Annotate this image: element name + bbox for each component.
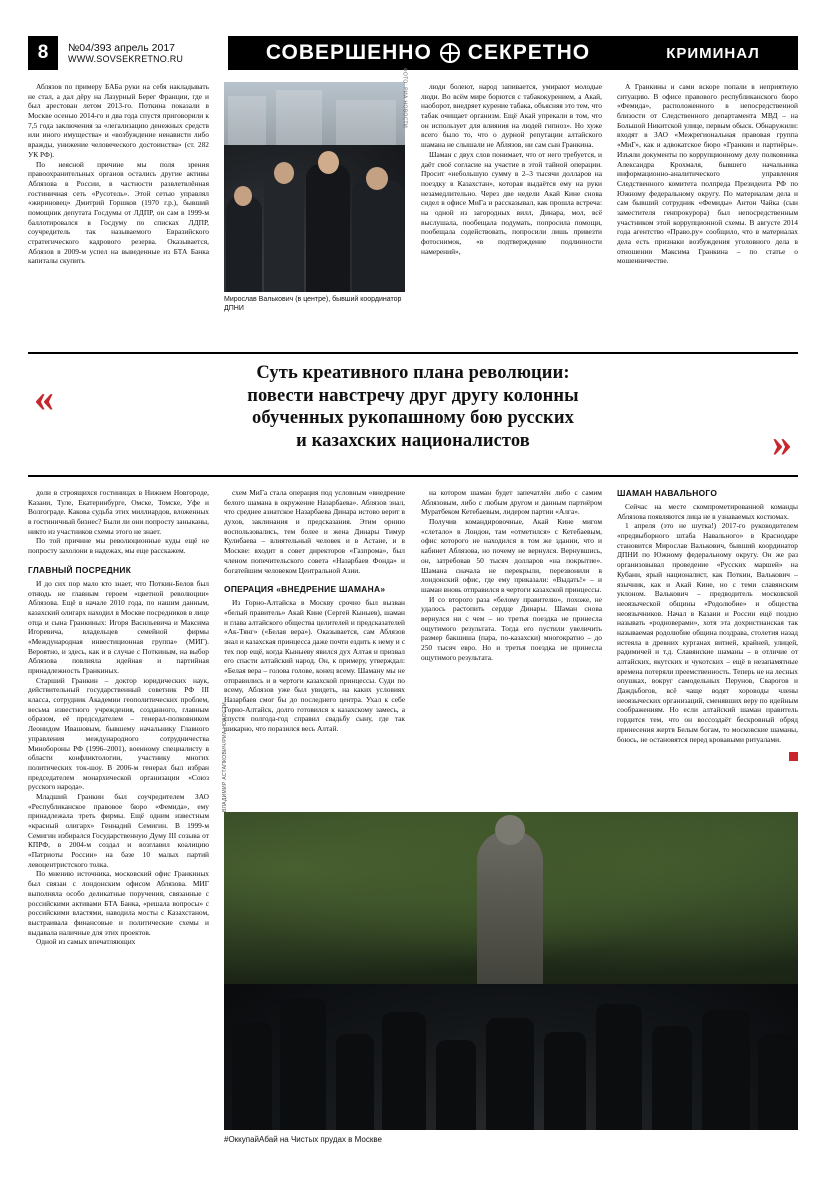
paragraph: Шаман с двух слов понимает, что от него требуется, и даёт своё согласие на участие в этой тайной операции. Просит «небольшую сумму в 2–3 тысячи долларов на поездку в Казахстан», которая выдаётся ему на руки незамедлительно. Через две недели Акай Кине снова сидел в офисе МиГа и рассказывал, как прошла встреча: на одной из загородных вилл, Динара, мол, всё выслушала, пообещала подумать, попросила помощи, пообещала содействовать, попросили лишь привезти фотоснимок, «в подтверждение подлинности намерений», xyxy=(421,149,602,256)
paragraph: люди болеют, народ запивается, умирают молодые люди. Во всём мире борются с табакокурением, а Акай, наоборот, внедряет курение табака, объясняя это тем, что табак очищает организм. Ещё Акай упрекали в том, что он использует для влияния на людей гипноз». Но хуже всего было то, что о дурной репутации алтайского шамана не слышали не Аблязов, ни сам сын Гранкина. xyxy=(421,82,602,150)
subheading-operation-shaman: ОПЕРАЦИЯ «ВНЕДРЕНИЕ ШАМАНА» xyxy=(224,584,386,595)
issue-number: №04/393 апрель 2017 xyxy=(68,41,176,54)
photo-person xyxy=(652,1026,692,1130)
paragraph: Одной из самых впечатляющих xyxy=(36,937,136,947)
paragraph: на котором шаман будет запечатлён либо с самим Аблязовым, либо с любым другом и данным партнёром Муратбеком Кетебаевым, лидером партии «Алга». xyxy=(421,488,602,517)
photo-person xyxy=(352,180,404,292)
website-url[interactable]: WWW.SOVSEKRETNO.RU xyxy=(68,53,184,64)
top-article-zone xyxy=(28,67,798,350)
photo-person xyxy=(596,1004,642,1130)
photo-person xyxy=(264,174,304,292)
paragraph: Старший Гранкин – доктор юридических наук, действительный государственный советник РФ III класса, сотрудник Академии геополитических проблем, весьма известного учреждения, созданного, главным образом, её председателем – генерал-полковником Леонидом Ивашовым, бывшему начальнику Главного управления международного сотрудничества Минобороны РФ (1996–2001), военному специалисту в области конфликтологии, участнику многих политических ток-шоу. В 2006-м генерал был избран председателем монархической организации «Союз русского народа». xyxy=(28,675,209,792)
subheading-main-intermediary: ГЛАВНЫЙ ПОСРЕДНИК xyxy=(28,564,132,575)
paragraph: Из Горно-Алтайска в Москву срочно был вызван «белый правитель» Акай Кине (Сергей Кыныев), шаман и глава алтайского общества целителей и предсказателей «Ак-Тянг» («Белая вера»). Оказывается, сам Аблязов знал и казахская принцесса даже почти ездить к нему и с тех пор ещё, когда Кыныеву явился дух Алтая и призвал его спасти алтайский народ. Он, к примеру, утверждал: «Белая вера – голова голове, конец всему. Шаману мы не отправились и в чертоги казахской принцессы. Суди по всему, Аблязов уже был увидеть, на каких условиях Назарбаев смог бы до последнего центра. Ухал к себе Горно-Алтайск, долго готовился к казахскому замесь, а спустя полгода-год справил свадьбу сыну, где так шикарно, что поразился весь Алтай. xyxy=(224,598,405,734)
photo-person-head xyxy=(274,162,294,184)
headline-band xyxy=(28,352,798,477)
issue-info xyxy=(58,36,228,70)
photo-caption: Мирослав Валькович (в центре), бывший координатор ДПНИ xyxy=(224,296,402,312)
photo-person xyxy=(544,1032,586,1130)
photo-building xyxy=(336,100,396,148)
photo-person xyxy=(280,998,326,1130)
page-number: 8 xyxy=(28,36,58,70)
quote-close-mark: » xyxy=(772,420,792,465)
column-2-lower xyxy=(224,488,405,734)
photo-person xyxy=(226,196,262,292)
paragraph: Сейчас на месте скомпрометированной команды Аблязова появляются лица не в узнаваемых костюмах. xyxy=(617,502,798,521)
paragraph: По неясной причине мы поля зрения правоохранительных органов остались другие активы Аблязова в России, в частности развлетвлённая гостиничная сеть «Русотель». Этой сетью управлял «жириновец» Дмитрий Горшков (1970 г.р.), бывший помощник депутата Госдумы от ЛДПР, он сам в 1999-м баллотировался в Госдуму по списках ЛДПР, соучредитель так называемого Евразийского стратегического кадрового резерва. Оказывается, Аблязов в 2009-м успел на выведенные из БТА Банка капиталы скупить xyxy=(28,159,209,266)
column-1-lower xyxy=(28,488,209,947)
paragraph: Получив командировочные, Акай Кине мигом «слетало» в Лондон, там «отметился» с Кетебаевым, офис которого не находился в том же здании, что и кабинет Аблязова, но почему не вернулся. Вернувшись, он, затребовав 50 тысяч долларов «на покрытие». Шамана сначала не перекрыли, перезвонили в лондонский офис, где ему приказали: «Выдать!» – и шаман вновь отправился в чертоги казахской принцессы. xyxy=(421,517,602,594)
photo-person xyxy=(382,1012,426,1130)
bottom-photo-figure xyxy=(222,702,798,1152)
paragraph: По мнению источника, московский офис Гранкиных был связан с лондонским офисом Аблязова. МИГ выполняла особо деликатные поручения, связанные с российскими активами БТА Банка, «решала вопросы» с российскими властями, наводила мосты с Казахстаном, выстраивала финансовые и политические схемы и выдавала наличные для этих проектов. xyxy=(28,869,209,937)
paragraph: И со второго раза «белому правителю», похоже, не удалось растопить сердце Динары. Шаман снова вернулся ни с чем – но третья поездка не принесла ощутимого результата. Тогда его пустили увеличить размер бакшиша (пара, по-казахски) многократно – до 250 тысяч евро. Но и третья поездка не принесла ощутимого результата. xyxy=(421,594,602,662)
section-rubric: КРИМИНАЛ xyxy=(628,36,798,70)
photo-building xyxy=(228,96,266,148)
photo-person xyxy=(306,164,350,292)
top-photo-figure xyxy=(224,67,407,314)
photo-person-head xyxy=(234,186,252,206)
photo-caption: #ОккупайАбай на Чистых прудах в Москве xyxy=(224,1135,382,1144)
photo-person xyxy=(702,1010,750,1130)
photo-credit: ВЛАДИМИР АСТАПКОВИЧ/РИА НОВОСТИ xyxy=(222,702,228,812)
paragraph: А Гранкины и сами вскоре попали в неприятную ситуацию. В офисе правового республиканского бюро «Фемида», расположенного в непосредственной близости от Следственного департамента МВД – на Большой Никитской улице, первым обыск. Обнаружили: входят в ЗАО «Межрегиональная правовая группа «МиГ», как и адвокатское бюро «Гранкин и партнёры». Изъяли документы по коррупционному делу полковника Александра Крохмаля, бывшего начальника информационно-аналитического управления Следственного комитета полпреда Президента РФ по Южному федеральному округу. По материалам дела и сам бывший сотрудник «Фемиды» Антон Чайка (сын заместителя генпрокурора) был непосредственным участником этой коррупционной схемы. В августе 2014 года агентство «Право.ру» сообщило, что в материалах дела есть признаки возбуждения уголовного дела в отношении Максима Гранкина – по статье о мошенничестве. xyxy=(617,82,798,266)
paragraph: По той причине мы революционные куды ещё не попросту захолони в надежах, мы еще расскажем. xyxy=(28,536,209,556)
masthead xyxy=(28,36,798,70)
photo-person-head xyxy=(366,167,388,190)
page-title xyxy=(28,362,798,452)
publication-title xyxy=(228,36,628,70)
paragraph: Младший Гранкин был соучредителем ЗАО «Республиканское правовое бюро «Фемида», ему принадлежала треть фирмы. Ещё одним известным «красный олигарх» Геннадий Семигин. В 1999-м Семигин избирался Государственную Думу III созыва от КПРФ, в 2004-м создал и возглавил коалицию «Патриоты России» на базе 10 малых партий левоцентристского толка. xyxy=(28,791,209,869)
photo-credit: ФОТО: РИА НОВОСТИ xyxy=(401,67,407,128)
top-photo-image xyxy=(224,82,405,292)
photo-person xyxy=(486,1018,534,1130)
column-3-lower xyxy=(421,488,602,662)
paragraph: 1 апреля (это не шутка!) 2017-го руководителем «предвыборного штаба Навального» в Краснодаре становится Мирослав Валькович, бывший координатор ДПНИ по Южному федеральному округу. Он же раз организовывал проведение «Русских маршей» на Кубани, ярый националист, как Поткин, Валькович – язычник, как и Акай Кине, но с теми славянским уклоном. Валькович – предводитель московской неоязыческой общины «Родолюбие» и общества неоязычников. Начал в Казани и России ещё поздно называть «родноверами», хотя эта дохристианская так называемая родолюбие община поздрава, столетия назад истеяла в древних курганах витией, крайней, улицей, радимичей и т.д. Славянские шаманы – в отличие от алтайских, якутских и чукотских – ещё в незапамятные времена потеряли преемственность. Теперь не на лесных опушках, вокруг самодельных Перунов, Сварогов и Даждьбогов, всё чаще водят хороводы члены неоязыческих организаций, сменявших веру по идейным соображениям. Но если алтайский шаман правитель гордится тем, что он воссоздаёт бескровный обряд принесения жертв Белым богам, то московские шаманы, боюсь, не остановятся перед кровавыми ритуалами. xyxy=(617,521,798,744)
bottom-photo-image xyxy=(222,702,798,1130)
paragraph: И до сих пор мало кто знает, что Поткин-Белов был отнюдь не главным героем «цветной революции» Аблязова. Ещё в начале 2010 года, по нашим данным, казахский олигарх находил в Москве посредников в лице отца и сына Гранкиных: Игоря Васильевича и Максима Игоревича, владельцев семейной фирмы «Международная инвестиционная группа» (МИГ). Вероятно, и здесь, как и в случае с Поткиным, на выбор Аблязова повлияла идейная и партийная принадлежность Гранкиных. xyxy=(28,578,209,675)
quote-open-mark: « xyxy=(34,375,54,420)
globe-icon xyxy=(440,43,460,63)
column-4-top xyxy=(617,82,798,266)
paragraph: Аблязов по примеру БАБа руки на себя накладывать не стал, а дал дёру на Лазурный Берег Франции, где и был арестован летом 2013-го. Поткина показали в Москве осенью 2014-го и два года спустя приговорили к 7,5 года заключения за «легализацию денежных средств или иного имущества» и «возбуждение ненависти либо вражды, унижение человеческого достоинства» (ст. 282 УК РФ). xyxy=(28,82,209,159)
headline-line-4: и казахских националистов xyxy=(296,430,530,451)
headline-line-1: Суть креативного плана революции: xyxy=(256,363,570,383)
subheading-shaman-navalny: ШАМАН НАВАЛЬНОГО xyxy=(617,488,718,498)
paragraph: схем МиГа стала операция под условным «внедрение белого шамана в окружение Назарбаева». Аблязов знал, что среднее азиатское Назарбаева Динара истово верит в духов, заклинания и предсказания. Этим орнию воспользовались, тем более и жена Динары Тимур Кулибаева – влиятельный человек и в Астане, и в Москве: входит в совет директоров «Газпрома», был членом попечительского совета «Назарбаев Фонда» и богатейшим человеком Центральной Азии. xyxy=(224,488,405,575)
photo-building xyxy=(276,90,322,150)
brand-text-right: СЕКРЕТНО xyxy=(467,41,591,64)
headline-line-2: повести навстречу друг другу колонны xyxy=(247,385,579,406)
paragraph: доли в строящихся гостиницах в Нижнем Новгороде, Казани, Туле, Екатеринбурге, Омске, Томске, Уфе и Волгограде. Какова судьба этих миллиардов, вложенных в гостиничный бизнес? Были ли они попросту заныканы, никто из участников схемы этого не знает. xyxy=(28,488,209,536)
end-of-article-marker xyxy=(789,752,798,761)
photo-person xyxy=(758,1034,798,1130)
column-4-lower xyxy=(617,488,798,761)
photo-person xyxy=(336,1034,374,1130)
photo-person-head xyxy=(318,151,339,174)
brand-text-left: СОВЕРШЕННО xyxy=(265,41,432,64)
photo-person xyxy=(436,1040,476,1130)
column-3-top xyxy=(421,82,602,256)
headline-line-3: обученных рукопашному бою русских xyxy=(252,408,574,429)
photo-person xyxy=(232,1022,272,1130)
column-1-top xyxy=(28,82,209,266)
